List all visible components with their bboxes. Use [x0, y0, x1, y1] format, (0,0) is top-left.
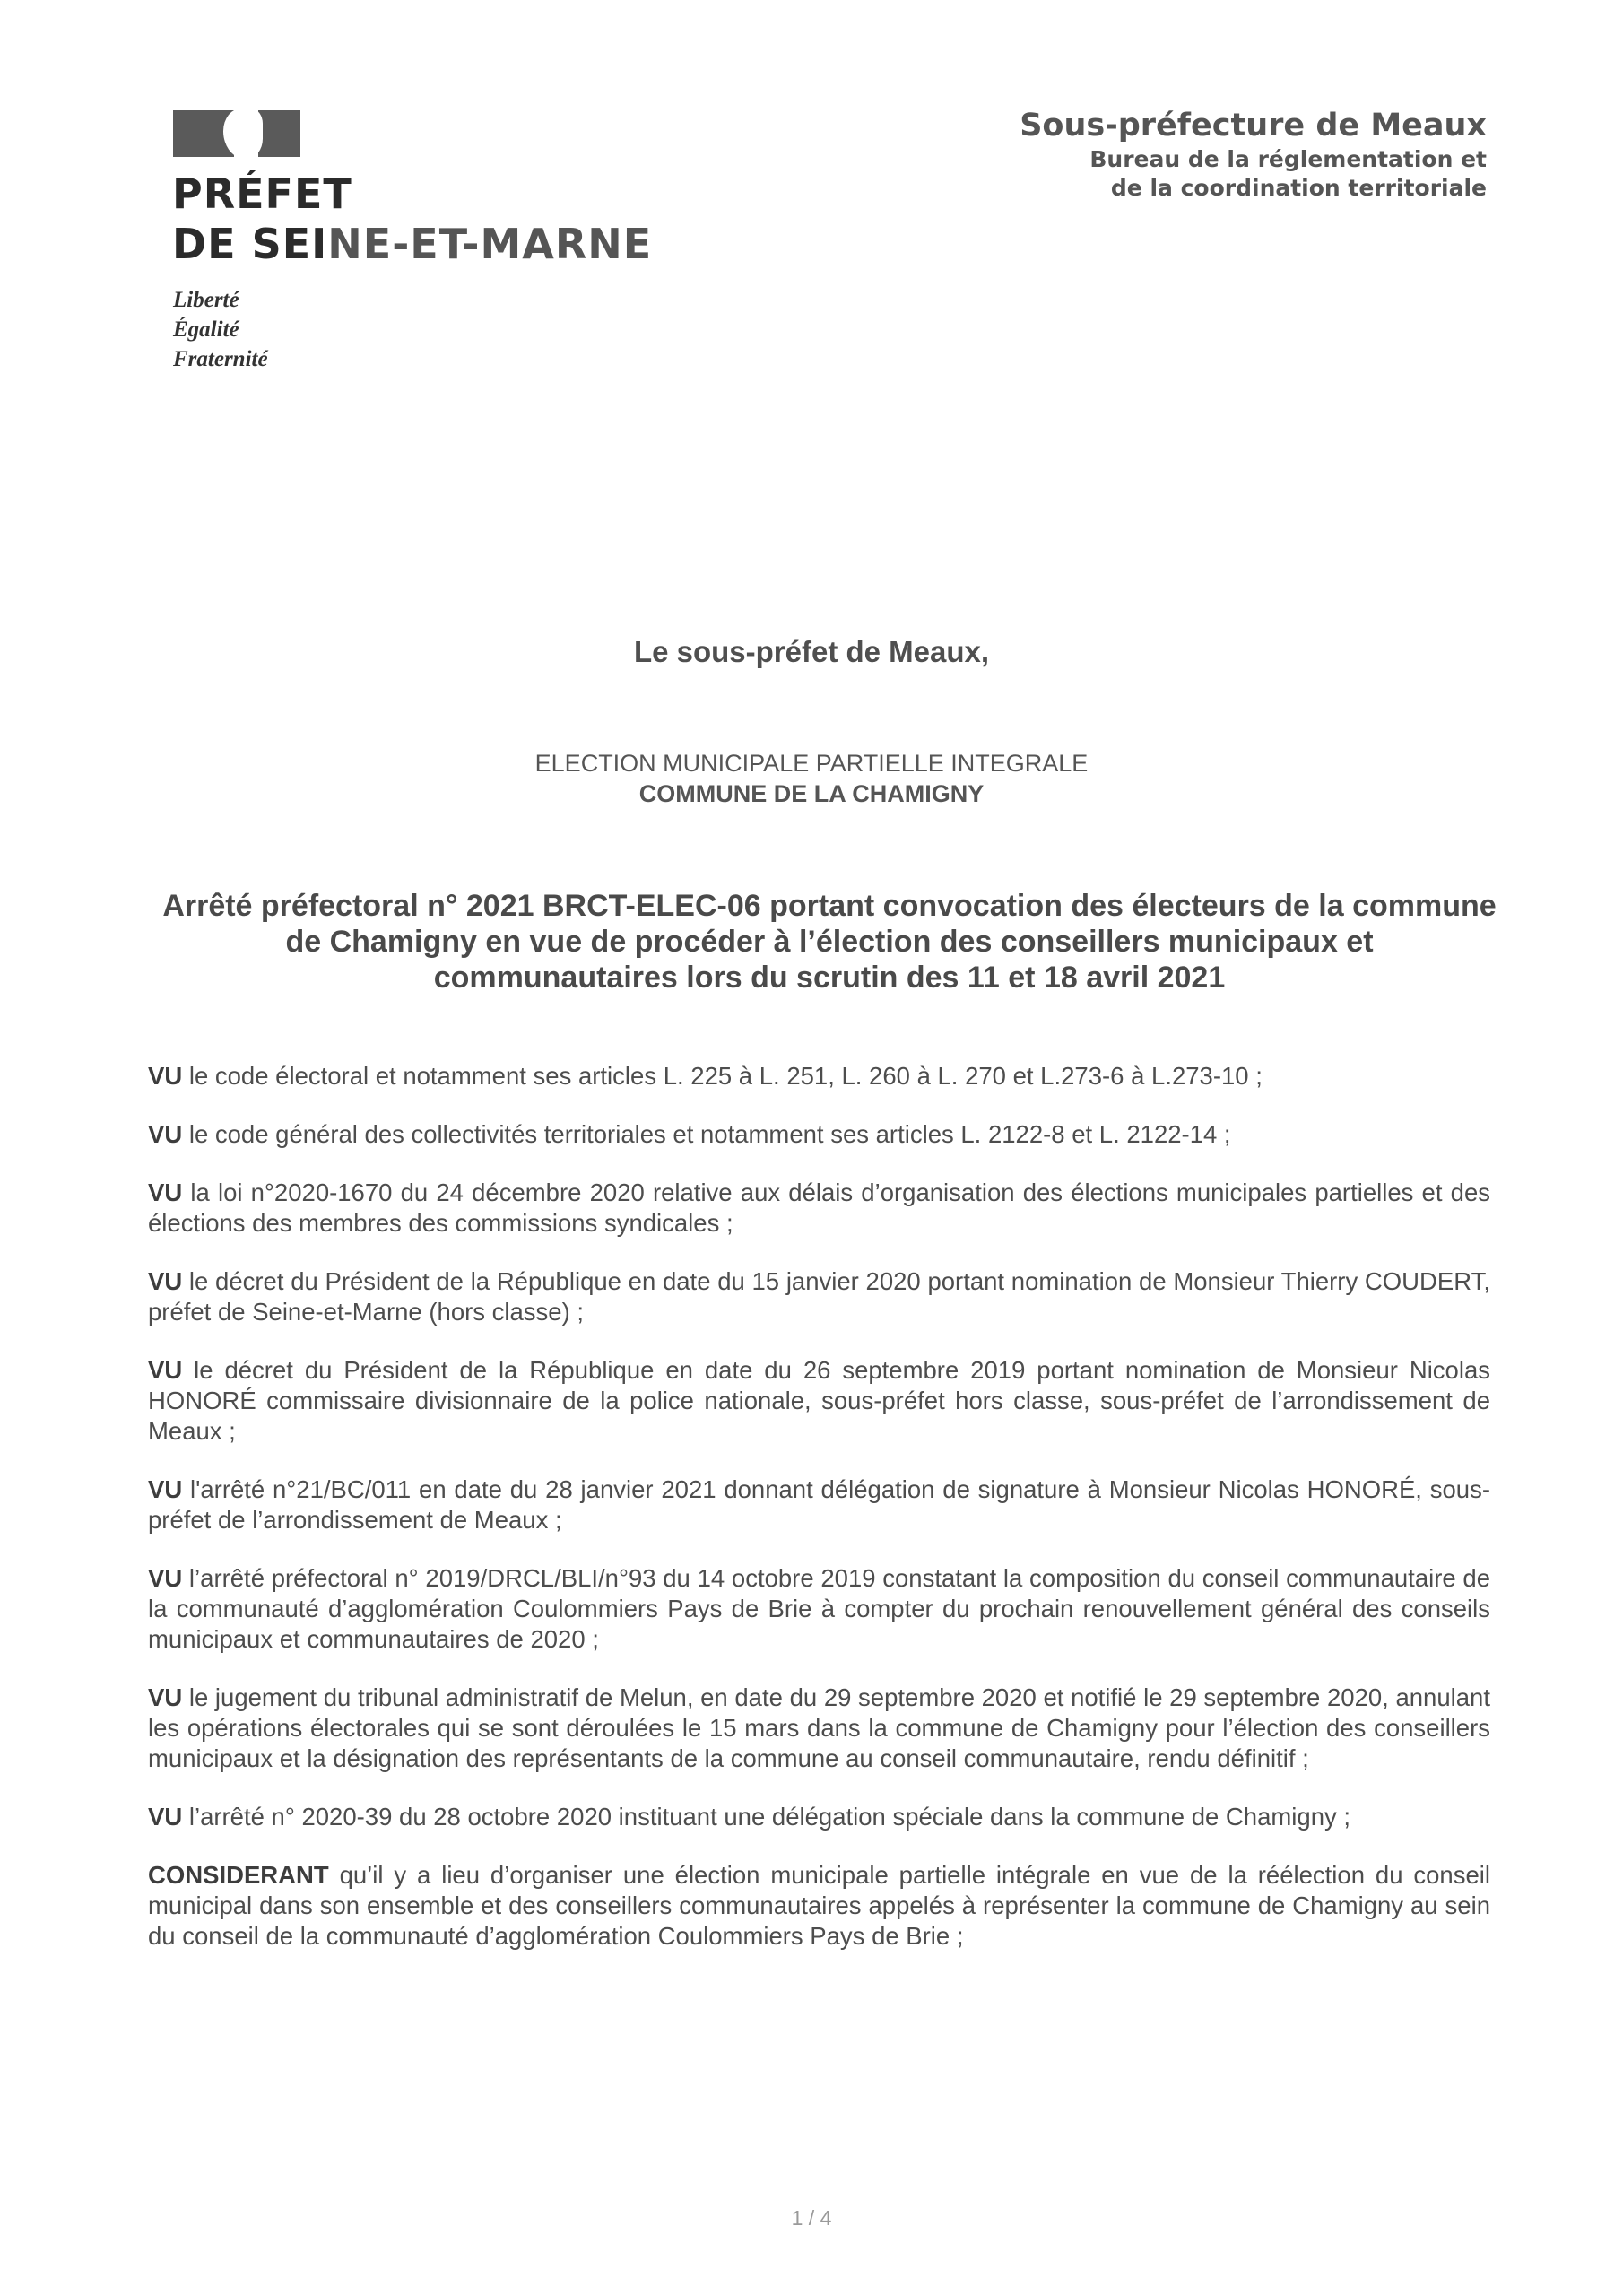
vu-paragraph: [148, 1119, 1490, 1150]
vu-paragraph: [148, 1178, 1490, 1239]
authority-line1: PRÉFET: [172, 170, 352, 218]
motto-liberte: Liberté: [173, 288, 239, 312]
vu-paragraph: [148, 1474, 1490, 1535]
service-name: Sous-préfecture de Meaux: [1020, 108, 1487, 144]
bureau-line2: de la coordination territoriale: [1110, 175, 1487, 201]
signatory-heading: Le sous-préfet de Meaux,: [633, 635, 990, 668]
paragraph-lead: VU: [148, 1564, 183, 1592]
authority-line2: [172, 219, 652, 269]
paragraph-text: l’arrêté n° 2020-39 du 28 octobre 2020 instituant une délégation spéciale dans la commune de Chamigny ;: [182, 1803, 1351, 1831]
vu-paragraph: [148, 1802, 1490, 1832]
paragraph-lead: VU: [148, 1062, 183, 1090]
paragraph-lead: VU: [148, 1356, 183, 1384]
paragraph-text: qu’il y a lieu d’organiser une élection municipale partielle intégrale en vue de la réélection du conseil municipal dans son ensemble et des conseillers communautaires appelés à représenter la commune de Chamigny au sein du conseil de la communauté d’agglomération Coulommiers Pays de Brie ;: [148, 1861, 1490, 1950]
vu-paragraph: [148, 1061, 1490, 1091]
paragraph-lead: VU: [148, 1267, 183, 1295]
bureau-line1: Bureau de la réglementation et: [1089, 146, 1487, 172]
paragraph-lead: CONSIDERANT: [148, 1861, 329, 1889]
election-heading: [0, 748, 1623, 809]
authority-title: [172, 169, 652, 269]
vu-paragraph: [148, 1266, 1490, 1327]
issuing-service: [1020, 106, 1487, 203]
motto-egalite: Égalité: [173, 317, 239, 342]
republic-motto: [173, 285, 268, 374]
marianne-logo-icon: [173, 110, 300, 157]
considerant-paragraph: [148, 1860, 1490, 1952]
authority-line2-dark: DE SEI: [172, 220, 328, 268]
paragraph-text: le décret du Président de la République en date du 15 janvier 2020 portant nomination de Monsieur Thierry COUDERT, préfet de Seine-et-Marne (hors classe) ;: [148, 1267, 1490, 1326]
paragraph-text: l’arrêté préfectoral n° 2019/DRCL/BLI/n°93 du 14 octobre 2019 constatant la composition du conseil communautaire de la communauté d’agglomération Coulommiers Pays de Brie à compter du prochain renouvellement général des conseils municipaux et communautaires de 2020 ;: [148, 1564, 1490, 1653]
paragraph-lead: VU: [148, 1803, 183, 1831]
motto-fraternite: Fraternité: [173, 347, 268, 371]
paragraph-text: le code général des collectivités territoriales et notamment ses articles L. 2122-8 et L. 2122-14 ;: [182, 1120, 1231, 1148]
vu-paragraph: [148, 1683, 1490, 1774]
paragraph-text: le code électoral et notamment ses articles L. 225 à L. 251, L. 260 à L. 270 et L.273-6 à L.273-10 ;: [182, 1062, 1263, 1090]
paragraph-lead: VU: [148, 1683, 183, 1711]
paragraph-lead: VU: [148, 1120, 183, 1148]
document-body: [148, 1061, 1490, 1979]
paragraph-lead: VU: [148, 1475, 183, 1503]
paragraph-text: le jugement du tribunal administratif de Melun, en date du 29 septembre 2020 et notifié le 29 septembre 2020, annulant les opérations électorales qui se sont déroulées le 15 mars dans la commune de Chamigny pour l’élection des conseillers municipaux et la désignation des représentants de la commune au conseil communautaire, rendu définitif ;: [148, 1683, 1490, 1772]
vu-paragraph: [148, 1355, 1490, 1447]
paragraph-text: la loi n°2020-1670 du 24 décembre 2020 relative aux délais d’organisation des élections municipales partielles et des élections des membres des commissions syndicales ;: [148, 1178, 1490, 1237]
vu-paragraph: [148, 1563, 1490, 1655]
commune-name: COMMUNE DE LA CHAMIGNY: [638, 780, 985, 807]
arrete-title: Arrêté préfectoral n° 2021 BRCT-ELEC-06 portant convocation des électeurs de la commune de Chamigny en vue de procéder à l’élection des conseillers municipaux et communautaires lors du scrutin des 11 et 18 avril 2021: [162, 889, 1497, 995]
election-type: ELECTION MUNICIPALE PARTIELLE INTEGRALE: [534, 750, 1089, 777]
paragraph-text: l'arrêté n°21/BC/011 en date du 28 janvier 2021 donnant délégation de signature à Monsieur Nicolas HONORÉ, sous-préfet de l’arrondissement de Meaux ;: [148, 1475, 1490, 1534]
page-number: 1 / 4: [791, 2206, 832, 2230]
paragraph-lead: VU: [148, 1178, 183, 1206]
authority-line2-light: NE-ET-MARNE: [327, 220, 653, 268]
paragraph-text: le décret du Président de la République en date du 26 septembre 2019 portant nomination de Monsieur Nicolas HONORÉ commissaire divisionnaire de la police nationale, sous-préfet hors classe, sous-préfet de l’arrondissement de Meaux ;: [148, 1356, 1490, 1445]
